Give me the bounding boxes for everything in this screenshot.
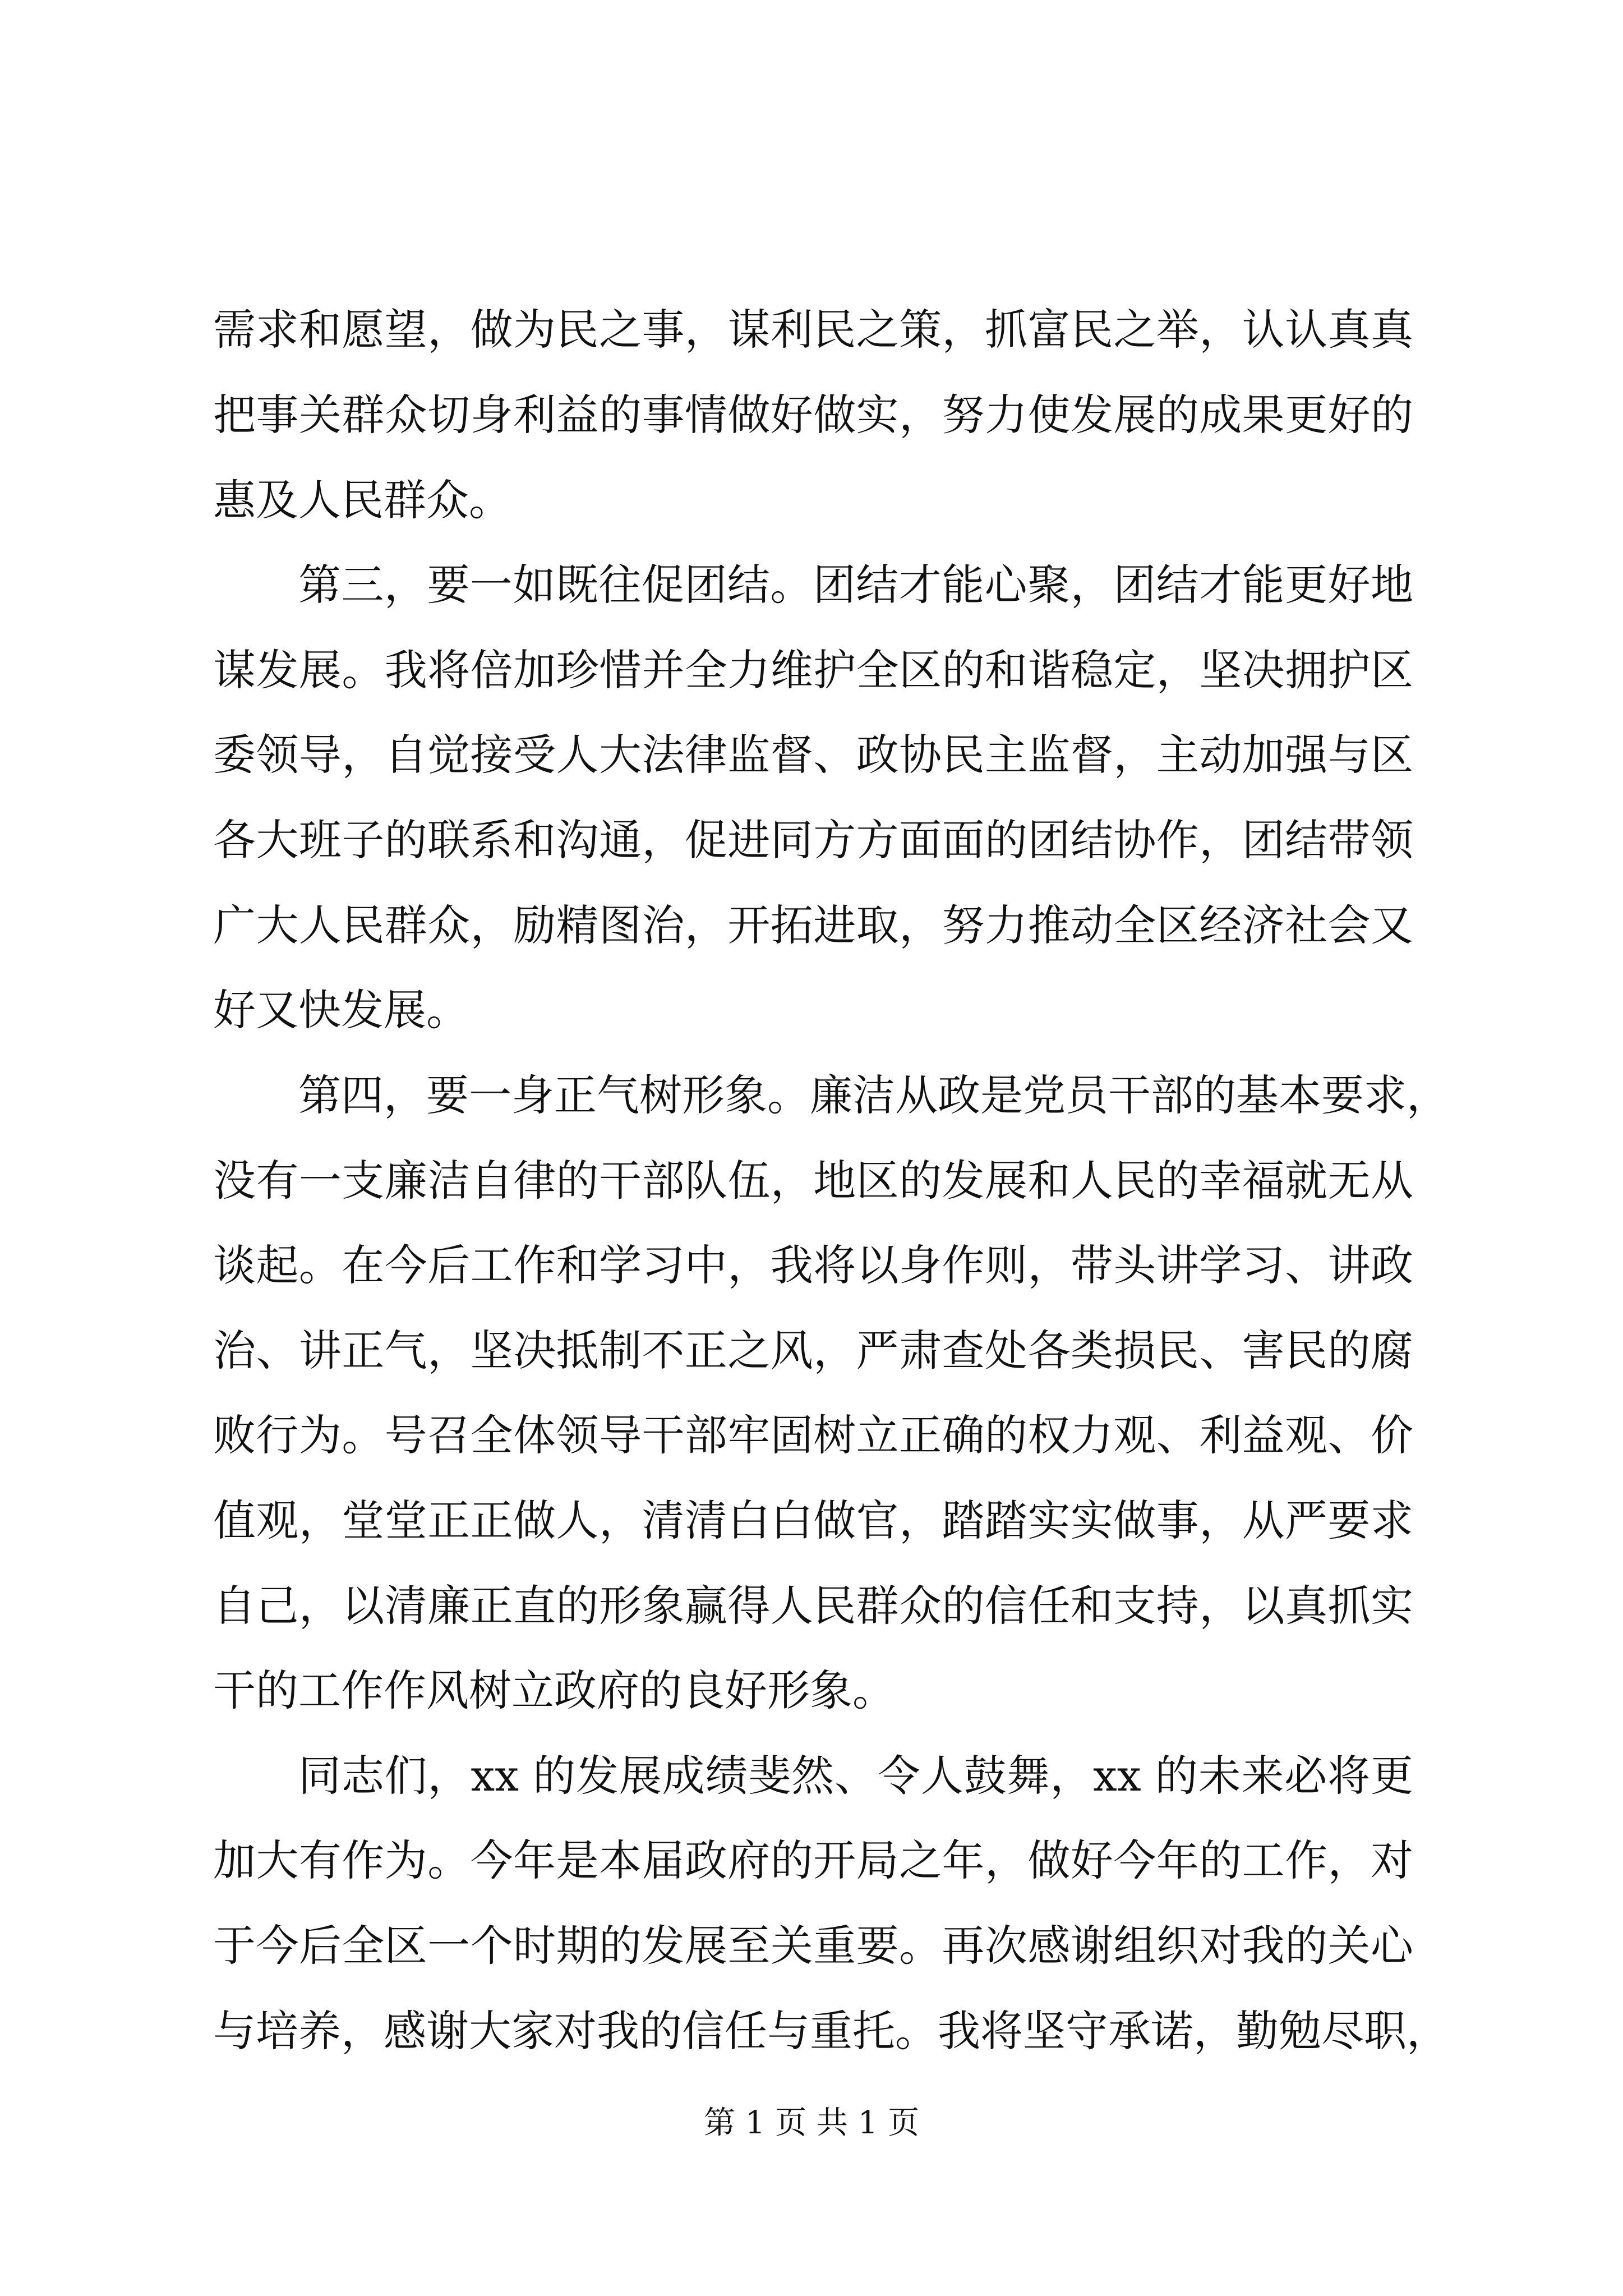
body-text-line: 好又快发展。 — [213, 985, 469, 1035]
body-text-line: 于今后全区一个时期的发展至关重要。再次感谢组织对我的关心 — [213, 1921, 1413, 1971]
paragraph-first-line: 第四，要一身正气树形象。廉洁从政是党员干部的基本要求， — [298, 1070, 1449, 1120]
body-text-line: 谈起。在今后工作和学习中，我将以身作则，带头讲学习、讲政 — [213, 1240, 1413, 1290]
body-text-line: 各大班子的联系和沟通，促进同方方面面的团结协作，团结带领 — [213, 815, 1413, 865]
body-text-line: 把事关群众切身利益的事情做好做实，努力使发展的成果更好的 — [213, 390, 1413, 440]
body-text-line: 与培养，感谢大家对我的信任与重托。我将坚守承诺，勤勉尽职， — [213, 2006, 1449, 2056]
body-text-line: 值观，堂堂正正做人，清清白白做官，踏踏实实做事，从严要求 — [213, 1496, 1413, 1545]
page-footer: 第 1 页 共 1 页 — [703, 2105, 920, 2141]
body-text-line: 干的工作作风树立政府的良好形象。 — [213, 1665, 895, 1715]
body-text-line: 需求和愿望，做为民之事，谋利民之策，抓富民之举，认认真真 — [213, 305, 1413, 355]
body-text-line: 加大有作为。今年是本届政府的开局之年，做好今年的工作，对 — [213, 1835, 1413, 1885]
body-text-line: 谋发展。我将倍加珍惜并全力维护全区的和谐稳定，坚决拥护区 — [213, 645, 1413, 695]
paragraph-first-line: 同志们，xx 的发展成绩斐然、令人鼓舞，xx 的未来必将更 — [298, 1751, 1413, 1801]
body-text-line: 没有一支廉洁自律的干部队伍，地区的发展和人民的幸福就无从 — [213, 1156, 1413, 1205]
paragraph-first-line: 第三，要一如既往促团结。团结才能心聚，团结才能更好地 — [298, 560, 1413, 610]
body-text-line: 广大人民群众，励精图治，开拓进取，努力推动全区经济社会又 — [213, 900, 1413, 950]
body-text-line: 委领导，自觉接受人大法律监督、政协民主监督，主动加强与区 — [213, 730, 1413, 780]
body-text-line: 自己，以清廉正直的形象赢得人民群众的信任和支持，以真抓实 — [213, 1581, 1413, 1631]
body-text-line: 败行为。号召全体领导干部牢固树立正确的权力观、利益观、价 — [213, 1410, 1413, 1460]
body-text-line: 治、讲正气，坚决抵制不正之风，严肃查处各类损民、害民的腐 — [213, 1326, 1413, 1375]
body-text-line: 惠及人民群众。 — [213, 475, 511, 525]
